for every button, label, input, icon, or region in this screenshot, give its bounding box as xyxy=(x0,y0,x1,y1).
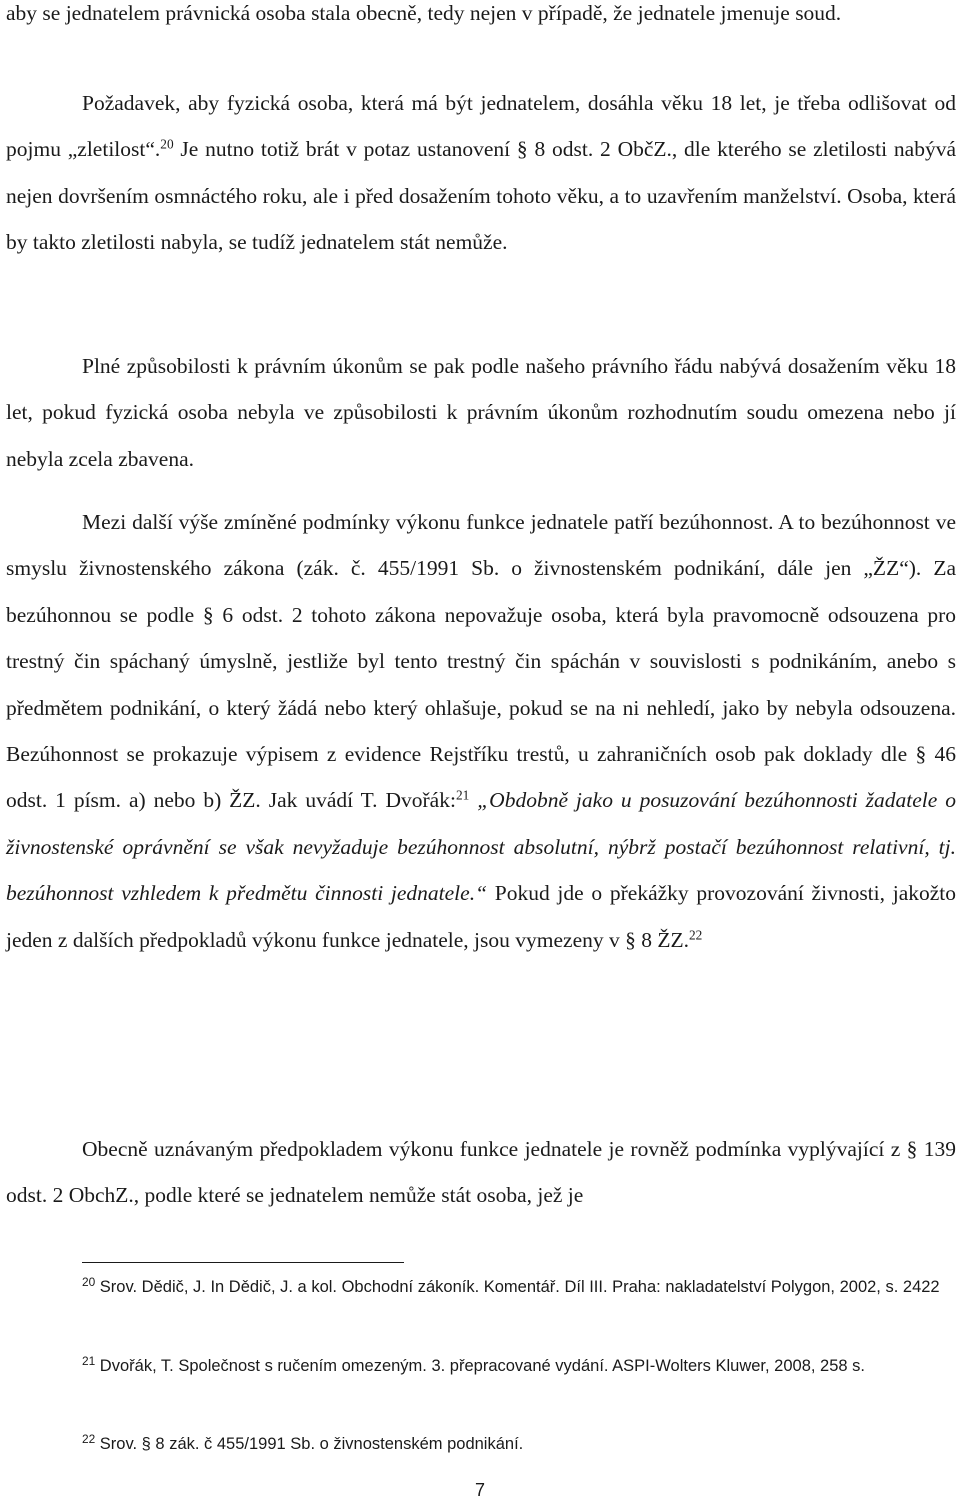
paragraph-2-text-a: Požadavek, aby fyzická osoba, která má být jednatelem, dosáhla věku 18 let, je třeba odlišovat od pojmu „zletilost“. xyxy=(6,91,956,162)
paragraph-4 xyxy=(6,499,956,963)
footnote-separator xyxy=(82,1262,404,1263)
paragraph-3 xyxy=(6,343,956,482)
footnote-ref-21[interactable]: 21 xyxy=(455,788,470,804)
footnote-text: Srov. § 8 zák. č 455/1991 Sb. o živnostenském podnikání. xyxy=(95,1435,524,1453)
paragraph-1-text: aby se jednatelem právnická osoba stala obecně, tedy nejen v případě, že jednatele jmenuje soud. xyxy=(6,1,842,25)
paragraph-3-text: Plné způsobilosti k právním úkonům se pak podle našeho právního řádu nabývá dosažením věku 18 let, pokud fyzická osoba nebyla ve způsobilosti k právním úkonům rozhodnutím soudu omezena nebo jí nebyla zcela zbavena. xyxy=(6,354,956,471)
paragraph-5 xyxy=(6,1126,956,1219)
paragraph-4-quote: „Obdobně jako u posuzování bezúhonnosti žadatele o živnostenské oprávnění se však nevyžaduje bezúhonnost absolutní, nýbrž postačí bezúhonnost relativní, tj. bezúhonnost vzhledem k předmětu činnosti jednatele.“ xyxy=(6,788,956,906)
paragraph-5-text: Obecně uznávaným předpokladem výkonu funkce jednatele je rovněž podmínka vyplývající z § 139 odst. 2 ObchZ., podle které se jednatelem nemůže stát osoba, jež je xyxy=(6,1137,956,1208)
footnote-number: 20 xyxy=(82,1275,96,1290)
footnote-20 xyxy=(82,1273,952,1303)
paragraph-2-text-b: Je nutno totiž brát v potaz ustanovení § 8 odst. 2 ObčZ., dle kterého se zletilosti nabývá nejen dovršením osmnáctého roku, ale i před dosažením tohoto věku, a to uzavřením manželství. Osoba, která by takto zletilosti nabyla, se tudíž jednatelem stát nemůže. xyxy=(6,137,957,255)
footnote-number: 22 xyxy=(82,1432,96,1447)
paragraph-2 xyxy=(6,80,956,266)
footnote-21 xyxy=(82,1352,952,1382)
footnote-text: Srov. Dědič, J. In Dědič, J. a kol. Obchodní zákoník. Komentář. Díl III. Praha: nakladatelství Polygon, 2002, s. 2422 xyxy=(95,1278,940,1296)
footnote-text: Dvořák, T. Společnost s ručením omezeným. 3. přepracované vydání. ASPI-Wolters Kluwer, 2008, 258 s. xyxy=(95,1357,865,1375)
page-number: 7 xyxy=(474,1480,485,1500)
paragraph-4-text-a: Mezi další výše zmíněné podmínky výkonu funkce jednatele patří bezúhonnost. A to bezúhonnost ve smyslu živnostenského zákona (zák. č. 455/1991 Sb. o živnostenském podnikání, dále jen „ŽZ“). Za bezúhonnou se podle § 6 odst. 2 tohoto zákona nepovažuje osoba, která byla pravomocně odsouzena pro trestný čin spáchaný úmyslně, jestliže byl tento trestný čin spáchán v souvislosti s podnikáním, anebo s předmětem podnikání, o který žádá nebo který ohlašuje, pokud se na ni nehledí, jako by nebyla odsouzena. Bezúhonnost se prokazuje výpisem z evidence Rejstříku trestů, u zahraničních osob pak doklady dle § 46 odst. 1 písm. a) nebo b) ŽZ. Jak uvádí T. Dvořák: xyxy=(6,510,956,813)
paragraph-4-text-b: Pokud jde o překážky provozování živnosti, jakožto jeden z dalších předpokladů výkonu funkce jednatele, jsou vymezeny v § 8 ŽZ. xyxy=(6,881,957,952)
footnote-ref-22[interactable]: 22 xyxy=(689,927,703,943)
footnote-number: 21 xyxy=(82,1354,96,1369)
paragraph-1 xyxy=(6,0,956,36)
footnote-ref-20[interactable]: 20 xyxy=(160,137,174,153)
footnote-22 xyxy=(82,1430,952,1460)
